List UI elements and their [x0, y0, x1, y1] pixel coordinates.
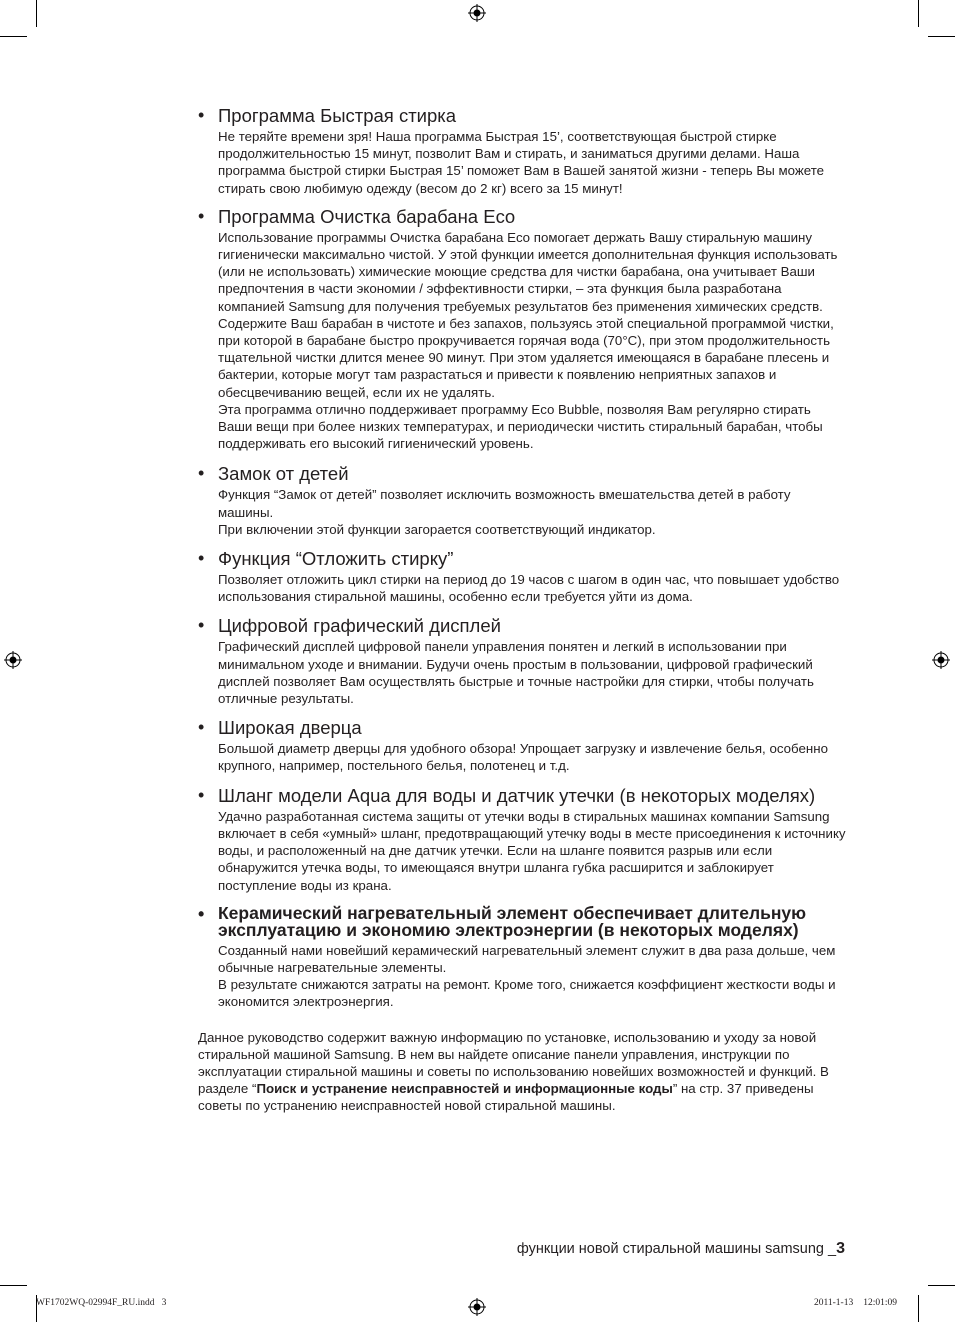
- page-content: [198, 106, 848, 1115]
- intro-paragraph: [198, 1029, 848, 1115]
- bullet-icon: •: [198, 548, 205, 569]
- section-paragraph: Позволяет отложить цикл стирки на период до 19 часов с шагом в один час, что повышает удобство использования стиральной машины, особенно если требуется уйти из дома.: [218, 572, 840, 605]
- intro-text: ” на стр. 37 приведены советы по устранению неисправностей новой стиральной машины.: [198, 1081, 814, 1114]
- section-paragraph: Функция “Замок от детей” позволяет исключить возможность вмешательства детей в работу машины.: [218, 487, 791, 520]
- page-number: 3: [836, 1240, 845, 1257]
- crop-mark: [0, 36, 27, 37]
- section-paragraph: В результате снижаются затраты на ремонт. Кроме того, снижается коэффициент жесткости воды и экономится электроэнергия.: [218, 977, 836, 1010]
- bullet-icon: •: [198, 717, 205, 738]
- feature-section: [198, 464, 848, 538]
- crop-mark: [0, 1285, 27, 1286]
- feature-section: [198, 786, 848, 894]
- feature-section: [198, 106, 848, 197]
- section-paragraph: Большой диаметр дверцы для удобного обзора! Упрощает загрузку и извлечение белья, особенно крупного, например, постельного белья, полотенец и т.д.: [218, 741, 828, 774]
- bullet-icon: •: [198, 615, 205, 636]
- slug-time: 12:01:09: [863, 1298, 897, 1308]
- bullet-icon: •: [198, 105, 205, 125]
- intro-text: Данное руководство содержит важную информацию по установке, использованию и уходу за новой стиральной машиной Samsung. В нем вы найдете описание панели управления, инструкции по эксплуатации стиральной машины и советы по использованию новейших возможностей и функций. В разделе “: [198, 1029, 829, 1097]
- feature-section: [198, 718, 848, 774]
- section-title: Цифровой графический дисплей: [218, 615, 501, 637]
- footer-text: функции новой стиральной машины samsung _: [516, 1241, 837, 1257]
- crop-mark: [36, 0, 37, 27]
- section-paragraph: Использование программы Очистка барабана Eco помогает держать Вашу стиральную машину гигиенически максимально чистой. У этой функции имеется дополнительная функция использовать (или не использовать) химические моющие средства для чистки барабана, она учитывает Ваши предпочтения в части экономии / эффективности стирки, – эта функция была разработана компанией Samsung для получения требуемых результатов без применения химических средств. Содержите Ваш барабан в чистоте и без запахов, пользуясь этой специальной программой чистки, при которой в барабане быстро прокручивается горячая вода (70°C), при этом продолжительность тщательной чистки длится менее 90 минут. При этом удаляется имеющаяся в барабане плесень и бактерии, которые могут там разрастаться и привести к появлению неприятных запахов и обесцвечиванию вещей, если их не удалять.: [218, 229, 838, 400]
- bullet-icon: •: [198, 903, 205, 924]
- troubleshooting-link: Поиск и устранение неисправностей и информационные коды: [256, 1081, 673, 1097]
- section-title: Программа Очистка барабана Eco: [218, 205, 516, 227]
- section-title: Функция “Отложить стирку”: [218, 548, 454, 570]
- registration-mark-icon: [468, 1298, 486, 1316]
- section-paragraph: Графический дисплей цифровой панели управления понятен и легкий в использовании при минимальном уходе и внимании. Будучи очень простым в пользовании, цифровой графический дисплей позволяет Вам осуществлять быстрые и точные настройки для стирки, чтобы получать отличные результаты.: [218, 639, 814, 707]
- crop-mark: [928, 1285, 955, 1286]
- section-paragraph: Эта программа отлично поддерживает программу Eco Bubble, позволяя Вам регулярно стирать Ваши вещи при более низких температурах, и периодически чистить стиральный барабан, чтобы поддерживать его высокий гигиенический уровень.: [218, 401, 823, 452]
- section-title: Керамический нагревательный элемент обеспечивает длительную эксплуатацию и экономию электроэнергии (в некоторых моделях): [218, 902, 807, 940]
- section-paragraph: При включении этой функции загорается соответствующий индикатор.: [218, 521, 656, 537]
- feature-section: [198, 616, 848, 707]
- registration-mark-icon: [468, 4, 486, 22]
- section-title: Широкая дверца: [218, 717, 362, 739]
- print-slug-file: WF1702WQ-02994F_RU.indd 3: [36, 1298, 167, 1308]
- section-paragraph: Созданный нами новейший керамический нагревательный элемент служит в два раза дольше, чем обычные нагревательные элементы.: [218, 942, 836, 975]
- feature-section: [198, 902, 848, 1011]
- feature-section: [198, 549, 848, 605]
- crop-mark: [918, 0, 919, 27]
- section-paragraph: Не теряйте времени зря! Наша программа Быстрая 15’, соответствующая быстрой стирке продолжительностью 15 минут, позволит Вам и стирать, и заниматься другими делами. Наша программа быстрой стирки Быстрая 15’ поможет Вам в Вашей занятой жизни - теперь Вы можете стирать свою любимую одежду (весом до 2 кг) всего за 15 минут!: [218, 129, 825, 196]
- section-paragraph: Удачно разработанная система защиты от утечки воды в стиральных машинах компании Samsung включает в себя «умный» шланг, предотвращающий утечку воды в месте присоединения к источнику воды, и расположенный на дне датчик утечки. Если на шланге появится разрыв или если обнаружится утечка воды, то имеющаяся внутри шланга губка расширится и заблокирует поступление воды из крана.: [218, 808, 846, 893]
- bullet-icon: •: [198, 784, 205, 805]
- bullet-icon: •: [198, 463, 205, 484]
- print-slug-date: [814, 1298, 897, 1308]
- crop-mark: [928, 36, 955, 37]
- slug-date: 2011-1-13: [813, 1298, 854, 1308]
- feature-section: [198, 207, 848, 453]
- registration-mark-icon: [4, 651, 22, 669]
- bullet-icon: •: [198, 205, 205, 226]
- crop-mark: [918, 1295, 919, 1322]
- page-footer: [517, 1240, 845, 1258]
- section-title: Замок от детей: [218, 463, 349, 485]
- registration-mark-icon: [932, 651, 950, 669]
- section-title: Программа Быстрая стирка: [218, 105, 457, 126]
- section-title: Шланг модели Aqua для воды и датчик утечки (в некоторых моделях): [218, 784, 816, 806]
